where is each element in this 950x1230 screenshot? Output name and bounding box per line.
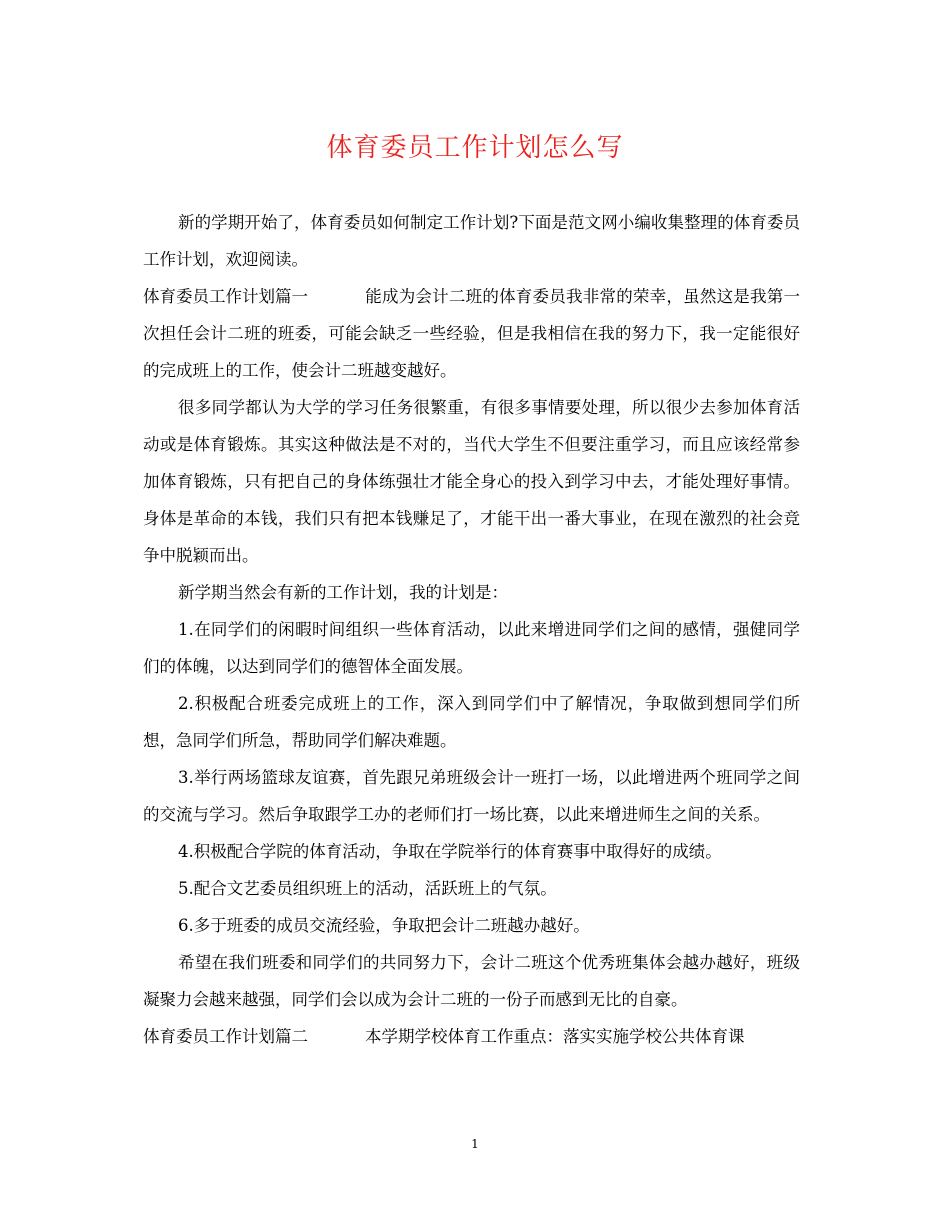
body-paragraph: 很多同学都认为大学的学习任务很繁重，有很多事情要处理，所以很少去参加体育活动或是体育锻炼。其实这种做法是不对的，当代大学生不但要注重学习，而且应该经常参加体育锻炼，只有把自己的身体练强壮才能全身心的投入到学习中去，才能处理好事情。身体是革命的本钱，我们只有把本钱赚足了，才能干出一番大事业，在现在激烈的社会竞争中脱颖而出。 [143, 398, 800, 565]
plan-item-2: 2.积极配合班委完成班上的工作，深入到同学们中了解情况，争取做到想同学们所想，急同学们所急，帮助同学们解决难题。 [143, 694, 800, 750]
section-one-paragraph [143, 278, 800, 389]
plan-item-3: 3.举行两场篮球友谊赛，首先跟兄弟班级会计一班打一场，以此增进两个班同学之间的交流与学习。然后争取跟学工办的老师们打一场比赛，以此来增进师生之间的关系。 [143, 768, 800, 824]
page-number: 1 [471, 1137, 479, 1151]
plan-item-1: 1.在同学们的闲暇时间组织一些体育活动，以此来增进同学们之间的感情，强健同学们的体魄，以达到同学们的德智体全面发展。 [143, 620, 800, 676]
intro-paragraph: 新的学期开始了，体育委员如何制定工作计划?下面是范文网小编收集整理的体育委员工作计划，欢迎阅读。 [143, 213, 800, 269]
section-one-text: 能成为会计二班的体育委员我非常的荣幸，虽然这是我第一次担任会计二班的班委，可能会缺乏一些经验，但是我相信在我的努力下，我一定能很好的完成班上的工作，使会计二班越变越好。 [143, 287, 800, 380]
section-one-heading: 体育委员工作计划篇一 [143, 287, 308, 306]
body-paragraph: 希望在我们班委和同学们的共同努力下，会计二班这个优秀班集体会越办越好，班级凝聚力会越来越强，同学们会以成为会计二班的一份子而感到无比的自豪。 [143, 953, 800, 1009]
section-two-heading: 体育委员工作计划篇二 [143, 1027, 308, 1046]
document-body [143, 204, 800, 1055]
plan-item-4: 4.积极配合学院的体育活动，争取在学院举行的体育赛事中取得好的成绩。 [178, 842, 722, 861]
plan-item-5: 5.配合文艺委员组织班上的活动，活跃班上的气氛。 [178, 879, 557, 898]
document-title: 体育委员工作计划怎么写 [326, 133, 624, 163]
section-two-text: 本学期学校体育工作重点：落实实施学校公共体育课 [365, 1027, 745, 1046]
plan-item-6: 6.多于班委的成员交流经验，争取把会计二班越办越好。 [178, 916, 590, 935]
body-paragraph: 新学期当然会有新的工作计划，我的计划是： [178, 583, 508, 602]
section-two-paragraph [143, 1018, 800, 1055]
